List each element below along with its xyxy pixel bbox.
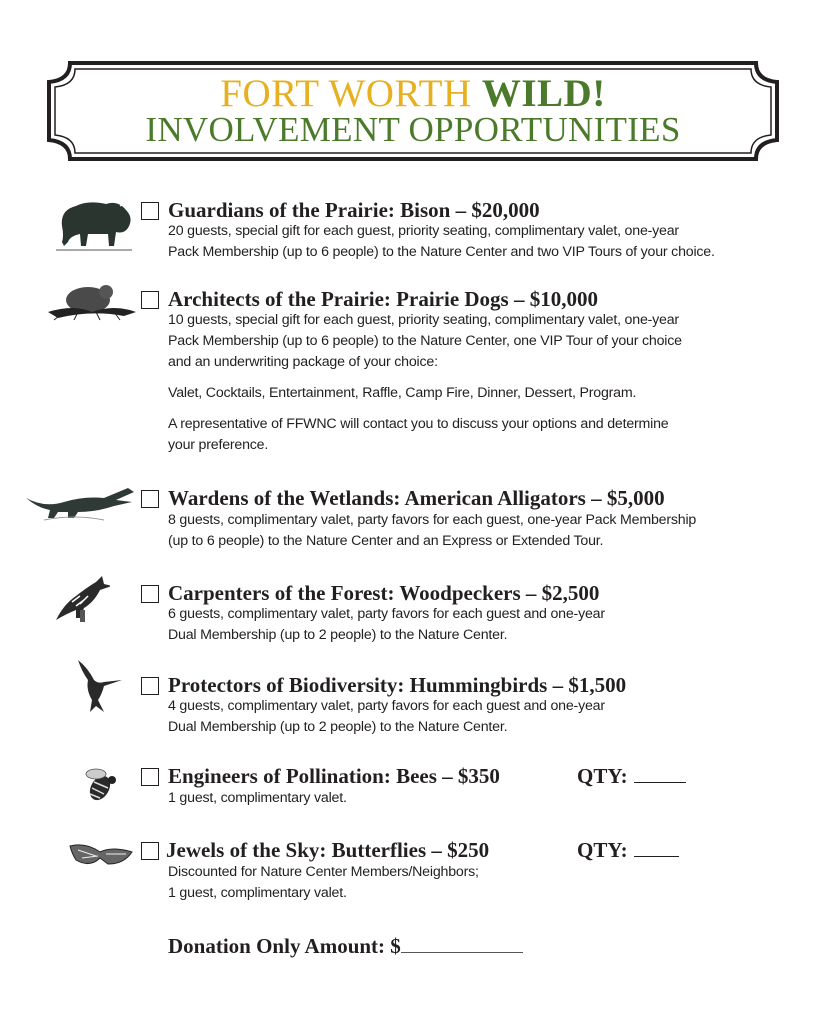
page-subtitle: INVOLVEMENT OPPORTUNITIES [145,110,681,149]
description-line: 4 guests, complimentary valet, party favors for each guest and one-year [168,698,605,714]
tier-description [168,696,605,738]
note-line: your preference. [168,437,269,453]
description-line: 20 guests, special gift for each guest, priority seating, complimentary valet, one-year [168,223,679,239]
donation-only [168,932,523,959]
description-line: Dual Membership (up to 2 people) to the Nature Center. [168,627,508,643]
bees-checkbox[interactable] [141,768,159,786]
tier-description [168,604,605,646]
qty-label: QTY: [577,838,628,862]
description-line: and an underwriting package of your choice: [168,354,438,370]
tier-description [168,510,696,552]
bees-qty [577,764,686,788]
tier-title: Carpenters of the Forest: Woodpeckers – $2,500 [168,581,600,605]
description-line: Pack Membership (up to 6 people) to the Nature Center, one VIP Tour of your choice [168,333,682,349]
tier-description [168,221,715,263]
tier-description [168,788,347,809]
description-line: Discounted for Nature Center Members/Neighbors; [168,864,479,880]
woodpecker-icon [50,574,110,624]
tier-description [168,862,479,904]
qty-label: QTY: [577,764,628,788]
bee-icon [82,766,122,804]
butterflies-checkbox[interactable] [141,842,159,860]
woodpeckers-checkbox[interactable] [141,585,159,603]
description-line: 1 guest, complimentary valet. [168,790,347,806]
title-fort-worth: FORT WORTH [220,72,482,115]
title-wild: WILD! [481,72,606,115]
bison-icon [54,196,136,252]
page-title [44,74,782,114]
alligator-icon [24,484,136,522]
bees-qty-input[interactable] [634,764,686,783]
butterflies-qty [577,838,679,862]
tier-description [168,310,682,456]
bison-checkbox[interactable] [141,202,159,220]
description-line: 8 guests, complimentary valet, party favors for each guest, one-year Pack Membership [168,512,697,528]
description-line: Dual Membership (up to 2 people) to the Nature Center. [168,719,508,735]
donation-amount-input[interactable] [401,932,523,953]
description-line: 1 guest, complimentary valet. [168,885,347,901]
tier-title: Engineers of Pollination: Bees – $350 [168,764,500,788]
description-line: Pack Membership (up to 6 people) to the Nature Center and two VIP Tours of your choice. [168,244,715,260]
tier-title: Wardens of the Wetlands: American Alligators – $5,000 [168,486,665,510]
alligators-checkbox[interactable] [141,490,159,508]
tier-title: Guardians of the Prairie: Bison – $20,000 [168,198,540,222]
tier-title: Architects of the Prairie: Prairie Dogs – $10,000 [168,287,598,311]
description-line: 10 guests, special gift for each guest, priority seating, complimentary valet, one-year [168,312,679,328]
underwriting-options: Valet, Cocktails, Entertainment, Raffle, Camp Fire, Dinner, Dessert, Program. [168,385,637,401]
prairie-dog-icon [44,282,138,322]
tier-title: Protectors of Biodiversity: Hummingbirds – $1,500 [168,673,627,697]
hummingbirds-checkbox[interactable] [141,677,159,695]
donation-label: Donation Only Amount: $ [168,934,401,958]
title-banner [44,60,782,162]
note-line: A representative of FFWNC will contact you to discuss your options and determine [168,416,669,432]
description-line: 6 guests, complimentary valet, party favors for each guest and one-year [168,606,605,622]
prairie-dogs-checkbox[interactable] [141,291,159,309]
hummingbird-icon [74,658,124,714]
butterflies-qty-input[interactable] [634,838,679,857]
butterfly-icon [68,842,134,870]
tier-title: Jewels of the Sky: Butterflies – $250 [166,838,490,862]
description-line: (up to 6 people) to the Nature Center and an Express or Extended Tour. [168,533,604,549]
